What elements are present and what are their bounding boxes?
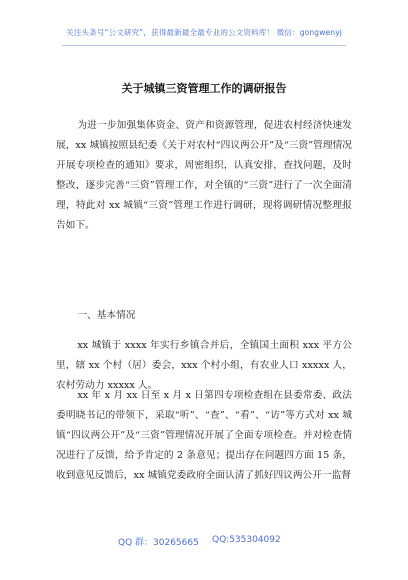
header-divider: [62, 45, 346, 46]
section-heading-basic-situation: 一、基本情况: [77, 310, 136, 321]
document-title: 关于城镇三资管理工作的调研报告: [121, 82, 287, 95]
paragraph-basic-facts: xx 城镇于 xxxx 年实行乡镇合并后，全镇国土面积 xxx 平方公里，辖 xx 个村（居）委会，xxx 个村小组，有农业人口 xxxxx 人，农村劳动力 xxxxx 人。: [56, 340, 352, 391]
paragraph-intro: 为进一步加强集体资金、资产和资源管理，促进农村经济快速发展，xx 城镇按照县纪委《关于对农村“四议两公开”及“三资”管理情况开展专项检查的通知》要求，周密组织，认真安排，查找问题，及时整改，逐步完善“三资”管理工作，对全镇的“三资”进行了一次全面清理，特此对 xx 城镇“三资”管理工作进行调研，现将调研情况整理报告如下。: [56, 120, 352, 231]
footer-qq-number: QQ:535304092: [212, 535, 281, 545]
footer-qq-group: QQ 群：30265665: [118, 538, 199, 548]
paragraph-inspection: xx 年 x 月 xx 日至 x 月 x 日第四专项检查组在县委常委、政法委明晓书记的带领下，采取“听”、“查”、“看”、“访”等方式对 xx 城镇“四议两公开”及“三资”管理情况开展了全面专项检查。并对检查情况进行了反馈，给予肯定的 2 条意见；提出存在问题四方面 15 条，收到意见反馈后，xx 城镇党委政府全面认清了抓好四议两公开一监督: [56, 390, 352, 481]
header-promo-note: 关注头条号“公文研究”，获得最新最全最专业的公文资料库！ 微信：gongwenyj: [66, 28, 342, 37]
